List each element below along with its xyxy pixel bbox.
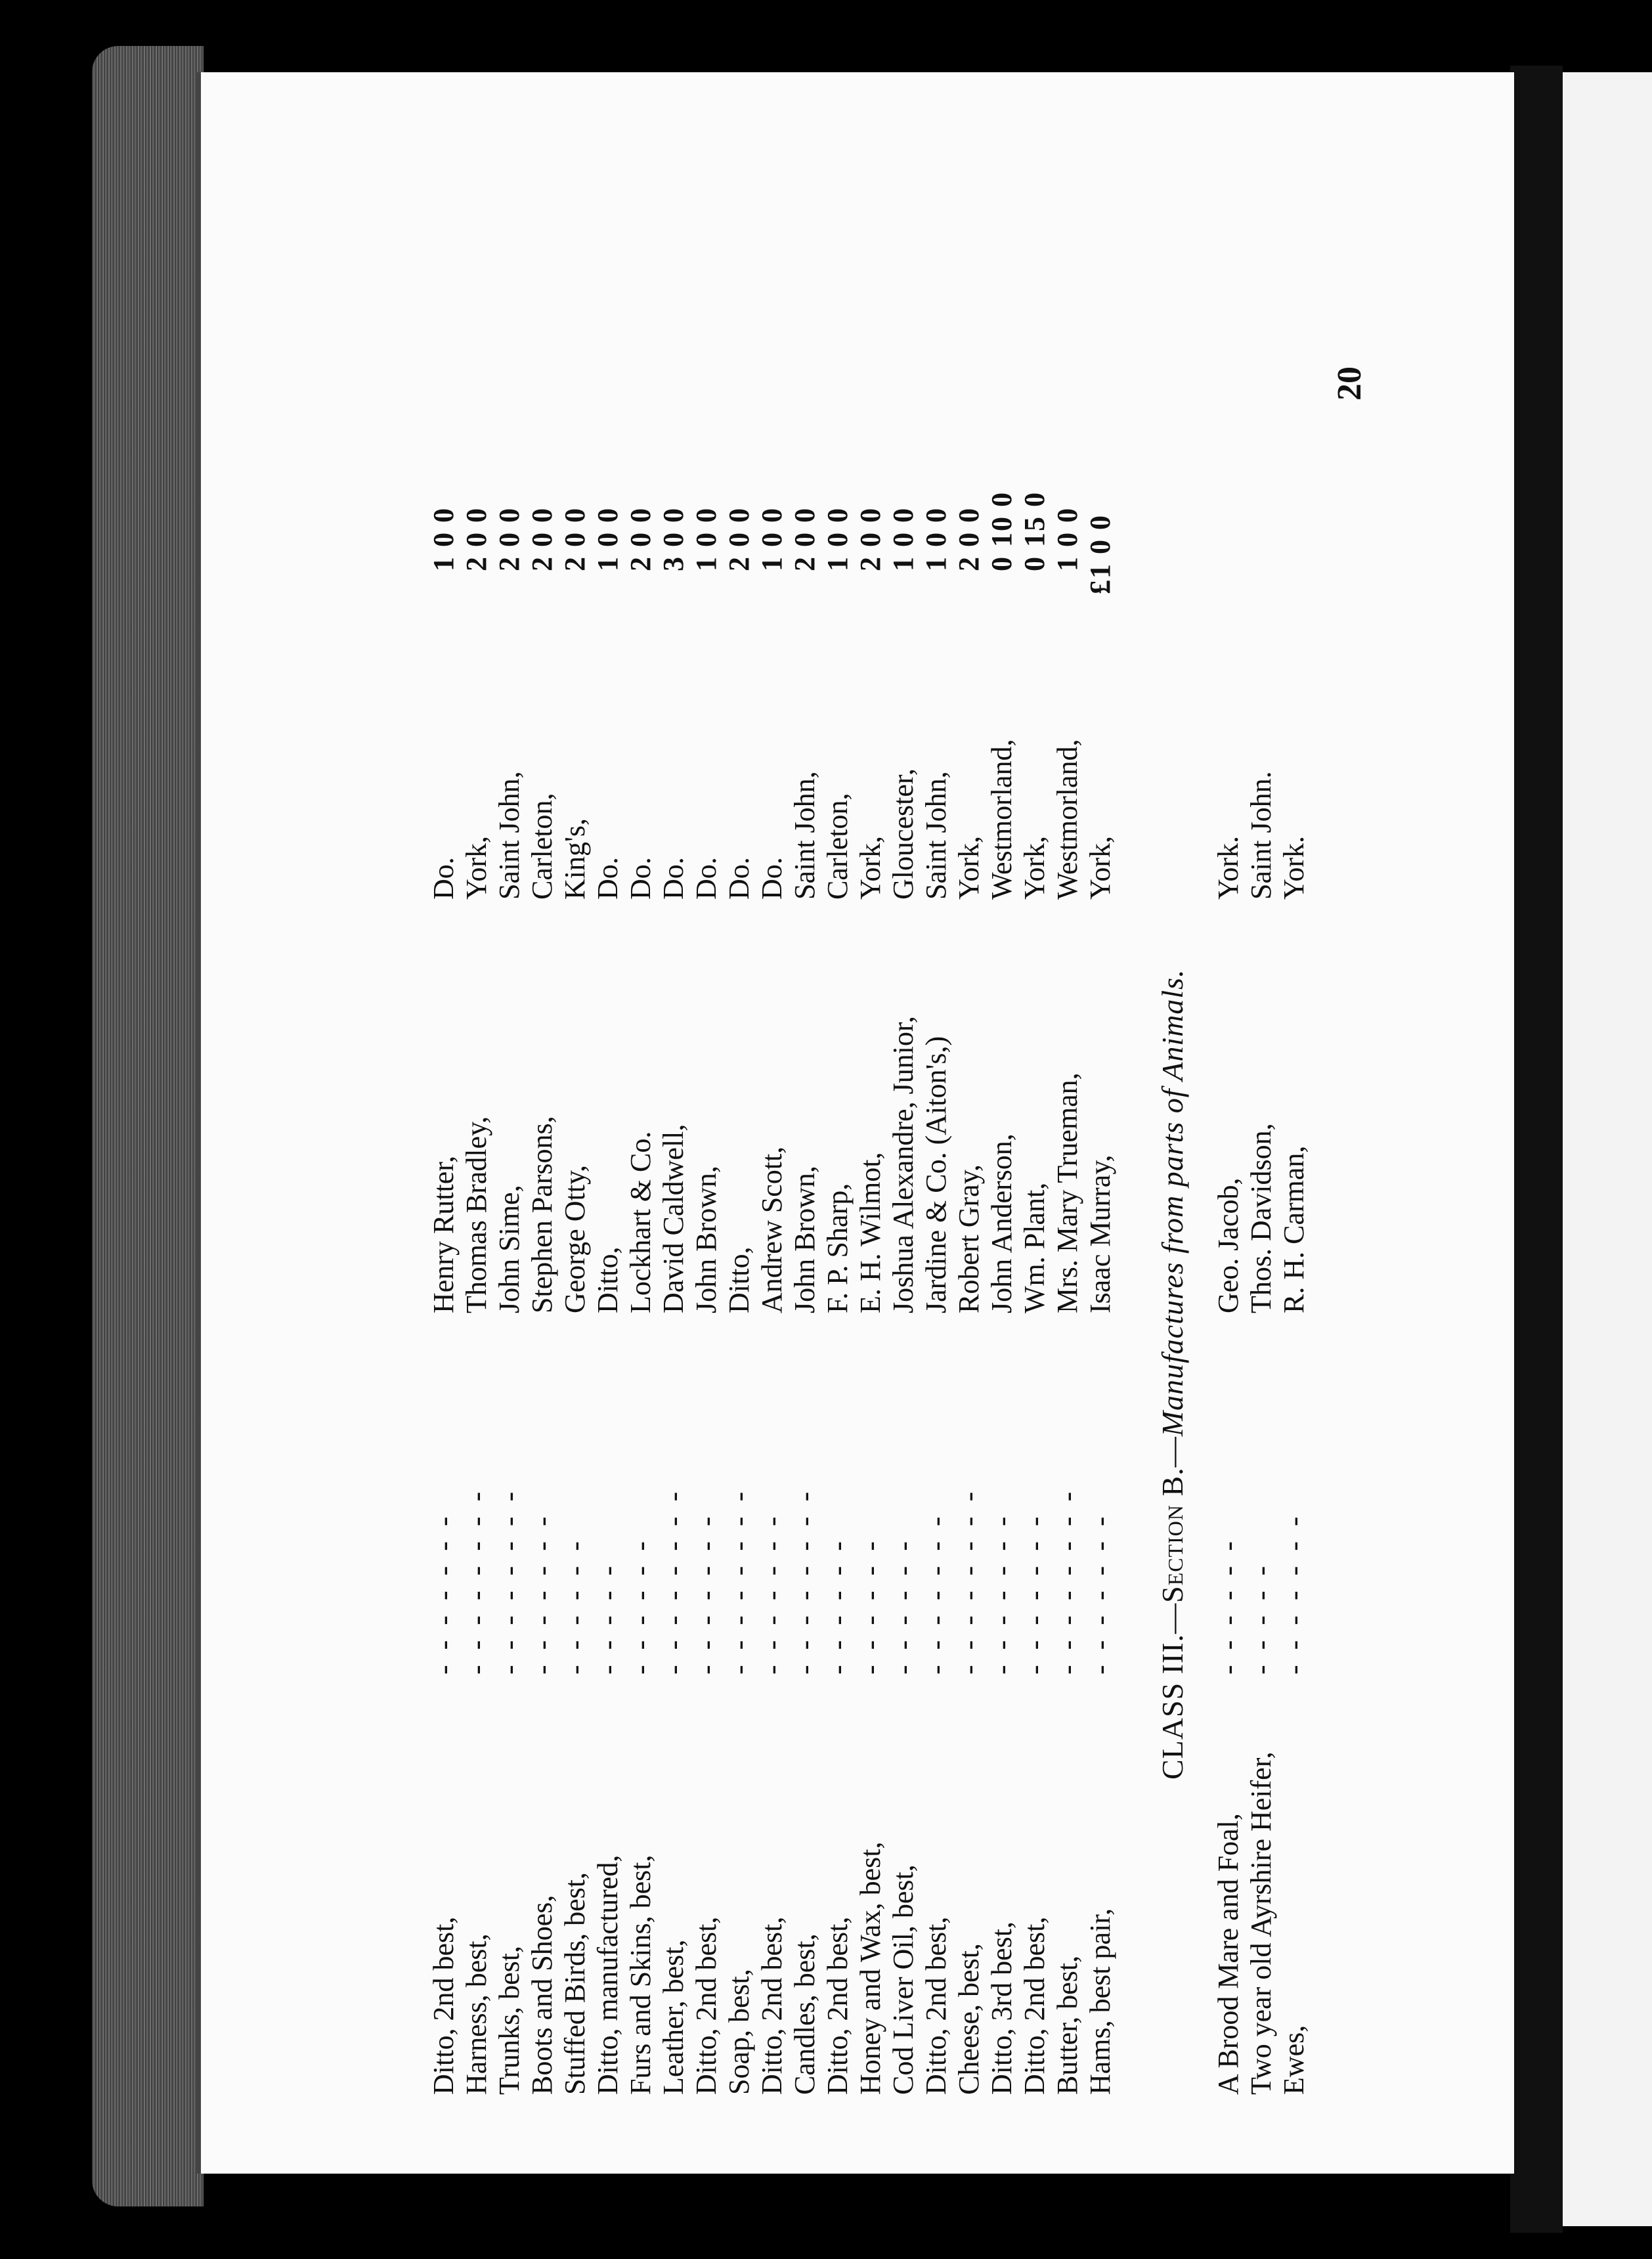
entry-exhibitor: Mrs. Mary Trueman, bbox=[1051, 1072, 1083, 1313]
entry-exhibitor: Thomas Bradley, bbox=[460, 1116, 492, 1313]
entry-item: Cheese, best, bbox=[953, 1943, 985, 2095]
entry-exhibitor: Robert Gray, bbox=[953, 1164, 985, 1313]
entry-county: York, bbox=[953, 835, 985, 900]
entry-prize: 2 0 0 bbox=[789, 507, 821, 571]
leader-dots: - - - - - - - - bbox=[1051, 1487, 1083, 1675]
entry-county: King's, bbox=[559, 818, 591, 900]
entry-county: Do. bbox=[624, 857, 657, 900]
entry-item: Ditto, 2nd best, bbox=[1018, 1916, 1051, 2095]
entry-exhibitor: John Brown, bbox=[690, 1166, 722, 1313]
entry-prize: 0 10 0 bbox=[986, 491, 1018, 571]
leader-dots: - - - - - bbox=[592, 1562, 624, 1675]
book-page-edges bbox=[92, 46, 204, 2206]
entry-county: Carleton, bbox=[526, 793, 558, 900]
entry-county: Do. bbox=[427, 857, 460, 900]
entry-county: Do. bbox=[756, 857, 788, 900]
leader-dots: - - - - - - - - bbox=[493, 1487, 525, 1675]
entry-county: York, bbox=[1018, 835, 1051, 900]
entry-prize: 1 0 0 bbox=[592, 507, 624, 571]
document-page bbox=[197, 72, 1514, 2174]
entry-prize: 1 0 0 bbox=[920, 507, 952, 571]
entry-item: Cod Liver Oil, best, bbox=[887, 1864, 919, 2095]
entry-item: Honey and Wax, best, bbox=[854, 1841, 886, 2095]
entry-prize: 2 0 0 bbox=[559, 507, 591, 571]
entry-exhibitor: R. H. Carman, bbox=[1278, 1145, 1310, 1313]
entry-exhibitor: Stephen Parsons, bbox=[526, 1116, 558, 1313]
entry-county: Gloucester, bbox=[887, 768, 919, 900]
entry-prize: 1 0 0 bbox=[1051, 507, 1083, 571]
entry-prize: 2 0 0 bbox=[526, 507, 558, 571]
entry-county: Do. bbox=[723, 857, 755, 900]
entry-prize: 1 0 0 bbox=[427, 507, 460, 571]
entry-county: Carleton, bbox=[821, 793, 854, 900]
entry-item: Butter, best, bbox=[1051, 1955, 1083, 2095]
entry-county: Saint John, bbox=[493, 771, 525, 900]
entry-exhibitor: Andrew Scott, bbox=[756, 1146, 788, 1313]
leader-dots: - - - - - - - - bbox=[723, 1487, 755, 1675]
leader-dots: - - - - - - - bbox=[756, 1512, 788, 1675]
entry-prize: 2 0 0 bbox=[854, 507, 886, 571]
entry-exhibitor: Ditto, bbox=[723, 1246, 755, 1313]
facing-page-edge bbox=[1563, 72, 1652, 2226]
page-number: 20 bbox=[1331, 366, 1368, 401]
entry-exhibitor: Jardine & Co. (Aiton's,) bbox=[920, 1036, 952, 1313]
entry-prize: 2 0 0 bbox=[953, 507, 985, 571]
entry-exhibitor: Geo. Jacob, bbox=[1212, 1177, 1244, 1313]
entry-item: A Brood Mare and Foal, bbox=[1212, 1813, 1244, 2095]
entry-exhibitor: Lockhart & Co. bbox=[624, 1131, 657, 1313]
entry-exhibitor: David Caldwell, bbox=[657, 1124, 689, 1313]
entry-exhibitor: Isaac Murray, bbox=[1084, 1154, 1116, 1313]
entry-county: Saint John, bbox=[920, 771, 952, 900]
entry-county: Do. bbox=[690, 857, 722, 900]
entry-item: Ditto, 2nd best, bbox=[821, 1916, 854, 2095]
entry-prize: 2 0 0 bbox=[460, 507, 492, 571]
entry-exhibitor: John Sime, bbox=[493, 1185, 525, 1313]
entry-county: York, bbox=[460, 835, 492, 900]
entry-prize: 2 0 0 bbox=[723, 507, 755, 571]
entry-prize: 1 0 0 bbox=[690, 507, 722, 571]
rotated-content bbox=[201, 72, 1514, 2174]
entry-item: Stuffed Birds, best, bbox=[559, 1872, 591, 2095]
leader-dots: - - - - - - - bbox=[427, 1512, 460, 1675]
leader-dots: - - - - - - - - bbox=[460, 1487, 492, 1675]
entry-county: York. bbox=[1212, 835, 1244, 900]
entry-exhibitor: John Brown, bbox=[789, 1166, 821, 1313]
leader-dots: - - - - - - bbox=[887, 1537, 919, 1675]
entry-item: Leather, best, bbox=[657, 1939, 689, 2095]
entry-prize: 2 0 0 bbox=[624, 507, 657, 571]
leader-dots: - - - - - - - bbox=[920, 1512, 952, 1675]
entry-prize: 0 15 0 bbox=[1018, 491, 1051, 571]
entry-item: Ditto, 2nd best, bbox=[690, 1916, 722, 2095]
entry-county: York, bbox=[854, 835, 886, 900]
entry-item: Harness, best, bbox=[460, 1933, 492, 2095]
entry-prize: 3 0 0 bbox=[657, 507, 689, 571]
leader-dots: - - - - - - bbox=[854, 1537, 886, 1675]
entry-item: Ditto, 3rd best, bbox=[986, 1921, 1018, 2095]
entry-exhibitor: F. P. Sharp, bbox=[821, 1183, 854, 1313]
entry-item: Hams, best pair, bbox=[1084, 1908, 1116, 2095]
entry-county: Do. bbox=[657, 857, 689, 900]
entry-county: Saint John, bbox=[789, 771, 821, 900]
entry-item: Soap, best, bbox=[723, 1969, 755, 2095]
entry-item: Ditto, 2nd best, bbox=[756, 1916, 788, 2095]
leader-dots: - - - - - bbox=[1245, 1562, 1277, 1675]
entry-item: Candles, best, bbox=[789, 1933, 821, 2095]
entry-prize: 1 0 0 bbox=[821, 507, 854, 571]
leader-dots: - - - - - - - bbox=[690, 1512, 722, 1675]
entry-county: York, bbox=[1084, 835, 1116, 900]
leader-dots: - - - - - - bbox=[821, 1537, 854, 1675]
leader-dots: - - - - - - - - bbox=[657, 1487, 689, 1675]
entry-prize: £1 0 0 bbox=[1084, 514, 1116, 594]
entry-county: Do. bbox=[592, 857, 624, 900]
leader-dots: - - - - - - - bbox=[1084, 1512, 1116, 1675]
entry-exhibitor: George Otty, bbox=[559, 1164, 591, 1313]
section-heading bbox=[1153, 969, 1192, 1780]
entry-prize: 2 0 0 bbox=[493, 507, 525, 571]
book-gutter bbox=[1510, 66, 1563, 2233]
entry-item: Two year old Ayrshire Heifer, bbox=[1245, 1751, 1277, 2095]
entry-prize: 1 0 0 bbox=[756, 507, 788, 571]
leader-dots: - - - - - - bbox=[1212, 1537, 1244, 1675]
entry-exhibitor: John Anderson, bbox=[986, 1133, 1018, 1313]
heading-dash: — bbox=[1156, 1436, 1189, 1468]
leader-dots: - - - - - - - - bbox=[789, 1487, 821, 1675]
entry-item: Boots and Shoes, bbox=[526, 1895, 558, 2095]
entry-exhibitor: Henry Rutter, bbox=[427, 1155, 460, 1313]
entry-item: Ditto, 2nd best, bbox=[920, 1916, 952, 2095]
entry-prize: 1 0 0 bbox=[887, 507, 919, 571]
leader-dots: - - - - - - - bbox=[1018, 1512, 1051, 1675]
entry-county: Westmorland, bbox=[1051, 739, 1083, 900]
entry-item: Ditto, 2nd best, bbox=[427, 1916, 460, 2095]
section-label: Section B. bbox=[1156, 1467, 1189, 1603]
entry-item: Ewes, bbox=[1278, 2025, 1310, 2095]
leader-dots: - - - - - - bbox=[624, 1537, 657, 1675]
entry-county: Westmorland, bbox=[986, 739, 1018, 900]
entry-item: Ditto, manufactured, bbox=[592, 1854, 624, 2095]
entry-exhibitor: Ditto, bbox=[592, 1246, 624, 1313]
entry-county: York. bbox=[1278, 835, 1310, 900]
leader-dots: - - - - - - - bbox=[1278, 1512, 1310, 1675]
leader-dots: - - - - - - bbox=[559, 1537, 591, 1675]
entry-exhibitor: Wm. Plant, bbox=[1018, 1182, 1051, 1313]
entry-county: Saint John. bbox=[1245, 771, 1277, 900]
leader-dots: - - - - - - - - bbox=[953, 1487, 985, 1675]
leader-dots: - - - - - - - bbox=[986, 1512, 1018, 1675]
class-label: CLASS III.— bbox=[1156, 1602, 1189, 1780]
entry-exhibitor: Joshua Alexandre, Junior, bbox=[887, 1016, 919, 1313]
section-title: Manufactures from parts of Animals. bbox=[1156, 969, 1189, 1437]
entry-exhibitor: E. H. Wilmot, bbox=[854, 1152, 886, 1313]
entry-item: Trunks, best, bbox=[493, 1946, 525, 2095]
leader-dots: - - - - - - - bbox=[526, 1512, 558, 1675]
entry-exhibitor: Thos. Davidson, bbox=[1245, 1123, 1277, 1313]
entry-item: Furs and Skins, best, bbox=[624, 1854, 657, 2095]
